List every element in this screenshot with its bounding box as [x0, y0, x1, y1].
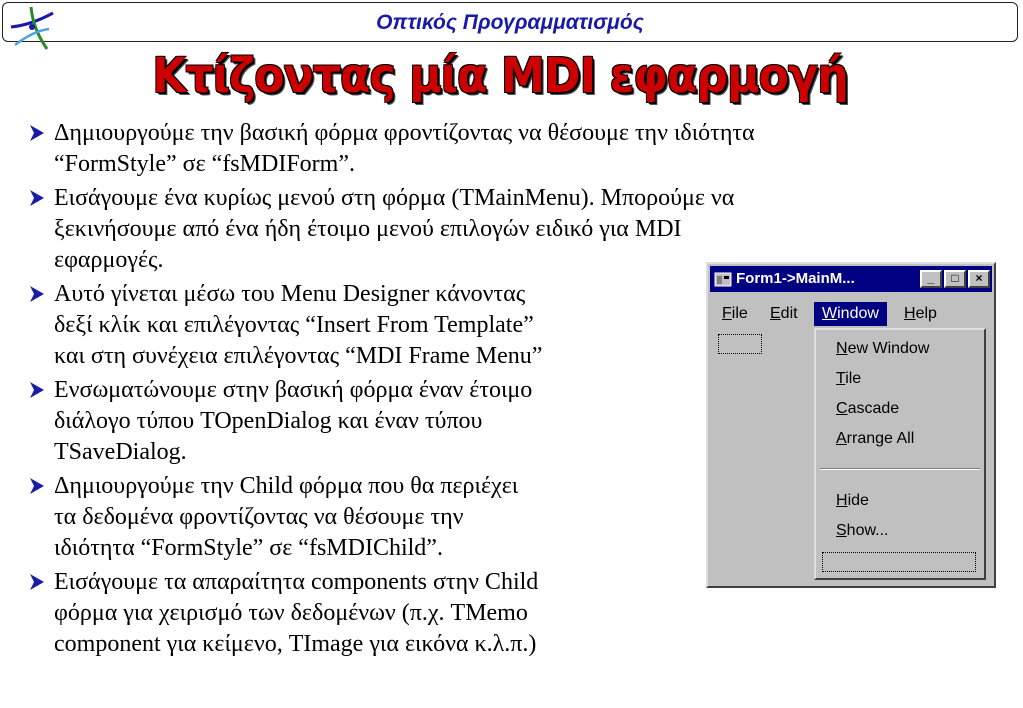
bullet-line: τα δεδομένα φροντίζοντας να θέσουμε την [54, 504, 464, 530]
header-title: Οπτικός Προγραμματισμός [376, 11, 644, 34]
bullet-line: Δημιουργούμε την βασική φόρμα φροντίζοντας να θέσουμε την ιδιότητα [54, 120, 755, 146]
bullet-line: Δημιουργούμε την Child φόρμα που θα περιέχει [54, 473, 519, 499]
menu-label: ew Window [847, 340, 930, 357]
menu-label: elp [915, 305, 937, 322]
bullet-line: δεξί κλίκ και επιλέγοντας “Insert From Template” [54, 312, 534, 338]
menu-item-tile[interactable] [836, 370, 861, 388]
menu-label: ile [731, 305, 748, 322]
bullet-line: component για κείμενο, TImage για εικόνα κ.λ.π.) [54, 631, 537, 657]
window-titlebar[interactable] [710, 266, 992, 292]
menu-file[interactable] [714, 302, 756, 326]
bullet-line: TSaveDialog. [54, 439, 187, 465]
menu-label: indow [837, 305, 879, 322]
menu-label: rrange All [846, 430, 915, 447]
arrow-bullet-icon [28, 477, 46, 495]
menu-item-show[interactable] [836, 522, 888, 540]
bullet-line: εφαρμογές. [54, 247, 164, 273]
form-icon [714, 270, 732, 288]
bullet-line: φόρμα για χειρισμό των δεδομένων (π.χ. TMemo [54, 600, 528, 626]
menu-accel: F [722, 305, 732, 322]
menu-accel: H [836, 492, 848, 509]
empty-menu-item-slot[interactable] [822, 552, 976, 572]
maximize-button[interactable]: □ [944, 270, 966, 288]
close-button[interactable]: × [968, 270, 990, 288]
menu-accel: T [836, 370, 846, 387]
arrow-bullet-icon [28, 573, 46, 591]
menu-separator [820, 468, 980, 470]
bullet-line: και στη συνέχεια επιλέγοντας “MDI Frame Menu” [54, 343, 543, 369]
list-item [28, 183, 755, 276]
list-item [28, 279, 755, 372]
menu-window[interactable] [814, 302, 887, 326]
menu-label: how... [846, 522, 889, 539]
list-item [28, 118, 755, 180]
menu-accel: W [822, 305, 838, 322]
menu-item-new-window[interactable] [836, 340, 929, 358]
bullet-line: Ενσωματώνουμε στην βασική φόρμα έναν έτοιμο [54, 377, 533, 403]
menu-accel: N [836, 340, 848, 357]
list-item [28, 567, 755, 660]
window-title: Form1->MainM... [736, 270, 855, 287]
menu-accel: A [836, 430, 847, 447]
menu-help[interactable] [896, 302, 945, 326]
menu-label: dit [780, 305, 798, 322]
list-item [28, 375, 755, 468]
menu-accel: S [836, 522, 847, 539]
bullet-line: ξεκινήσουμε από ένα ήδη έτοιμο μενού επιλογών ειδικό για MDI [54, 216, 682, 242]
menu-label: ide [847, 492, 869, 509]
menu-edit[interactable] [762, 302, 806, 326]
bullet-line: Εισάγουμε τα απαραίτητα components στην Child [54, 569, 539, 595]
arrow-bullet-icon [28, 189, 46, 207]
bullet-line: ιδιότητα “FormStyle” σε “fsMDIChild”. [54, 535, 443, 561]
header-bar [2, 2, 1018, 42]
menu-item-hide[interactable] [836, 492, 869, 510]
bullet-line: Αυτό γίνεται μέσω του Menu Designer κάνοντας [54, 281, 526, 307]
menu-accel: C [836, 400, 848, 417]
slide-title: Κτίζοντας μία MDI εφαρμογή [152, 48, 848, 104]
menu-accel: H [904, 305, 916, 322]
arrow-bullet-icon [28, 285, 46, 303]
list-item [28, 471, 755, 564]
menu-item-cascade[interactable] [836, 400, 899, 418]
delphi-form-window [706, 262, 996, 588]
window-dropdown-menu [814, 328, 986, 580]
bullet-line: “FormStyle” σε “fsMDIForm”. [54, 151, 355, 177]
minimize-button[interactable]: _ [920, 270, 942, 288]
arrow-bullet-icon [28, 124, 46, 142]
bullet-list [28, 118, 755, 663]
menu-item-arrange-all[interactable] [836, 430, 914, 448]
menu-label: ascade [847, 400, 900, 417]
menubar [710, 298, 992, 326]
empty-menu-slot[interactable] [718, 334, 762, 354]
arrow-bullet-icon [28, 381, 46, 399]
bullet-line: Εισάγουμε ένα κυρίως μενού στη φόρμα (TMainMenu). Μπορούμε να [54, 185, 735, 211]
menu-accel: E [770, 305, 781, 322]
bullet-line: διάλογο τύπου TOpenDialog και έναν τύπου [54, 408, 483, 434]
menu-label: ile [845, 370, 862, 387]
